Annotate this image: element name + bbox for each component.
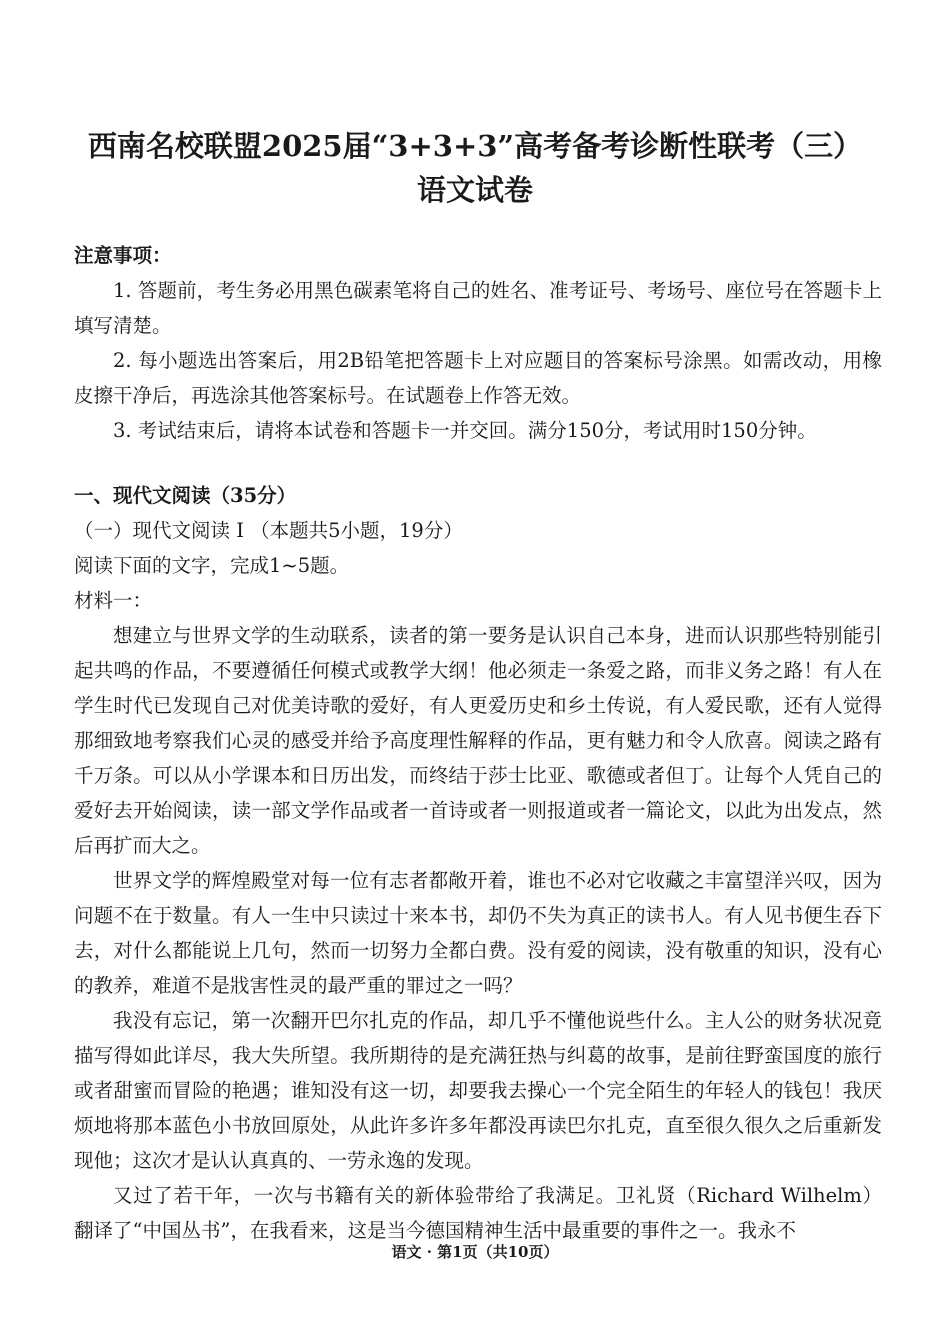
exam-subject-title: 语文试卷 [416, 173, 533, 207]
passage-paragraph-1: 想建立与世界文学的生动联系，读者的第一要务是认识自己本身，进而认识那些特别能引起共鸣的作品，不要遵循任何模式或教学大纲！他必须走一条爱之路，而非义务之路！有人在学生时代已发现自己对优美诗歌的爱好，有人更爱历史和乡土传说，有人爱民歌，还有人觉得那细致地考察我们心灵的感受并给予高度理性解释的作品，更有魅力和令人欣喜。阅读之路有千万条。可以从小学课本和日历出发，而终结于莎士比亚、歌德或者但丁。让每个人凭自己的爱好去开始阅读，读一部文学作品或者一首诗或者一则报道或者一篇论文，以此为出发点，然后再扩而大之。 [74, 624, 882, 857]
page-footer: 语文 · 第1页（共10页） [391, 1243, 559, 1261]
subsection-heading: （一）现代文阅读 I （本题共5小题，19分） [74, 519, 463, 542]
passage-paragraph-4: 又过了若干年，一次与书籍有关的新体验带给了我满足。卫礼贤（Richard Wilhelm）翻译了“中国丛书”，在我看来，这是当今德国精神生活中最重要的事件之一。我永不 [74, 1184, 882, 1242]
passage-paragraph-2: 世界文学的辉煌殿堂对每一位有志者都敞开着，谁也不必对它收藏之丰富望洋兴叹，因为问题不在于数量。有人一生中只读过十来本书，却仍不失为真正的读书人。有人见书便生吞下去，对什么都能说上几句，然而一切努力全都白费。没有爱的阅读，没有敬重的知识，没有心的教养，难道不是戕害性灵的最严重的罪过之一吗？ [74, 869, 882, 997]
reading-instruction: 阅读下面的文字，完成1~5题。 [74, 554, 350, 577]
notice-item-2: 2. 每小题选出答案后，用2B铅笔把答题卡上对应题目的答案标号涂黑。如需改动，用橡皮擦干净后，再选涂其他答案标号。在试题卷上作答无效。 [74, 349, 882, 407]
section-heading: 一、现代文阅读（35分） [74, 484, 297, 507]
exam-title: 西南名校联盟2025届“3+3+3”高考备考诊断性联考（三） [87, 129, 863, 163]
notice-item-3: 3. 考试结束后，请将本试卷和答题卡一并交回。满分150分，考试用时150分钟。 [113, 419, 817, 442]
notice-item-1: 1. 答题前，考生务必用黑色碳素笔将自己的姓名、准考证号、考场号、座位号在答题卡上填写清楚。 [74, 279, 882, 337]
passage-paragraph-3: 我没有忘记，第一次翻开巴尔扎克的作品，却几乎不懂他说些什么。主人公的财务状况竟描写得如此详尽，我大失所望。我所期待的是充满狂热与纠葛的故事，是前往野蛮国度的旅行或者甜蜜而冒险的艳遇；谁知没有这一切，却要我去操心一个完全陌生的年轻人的钱包！我厌烦地将那本蓝色小书放回原处，从此许多许多年都没再读巴尔扎克，直至很久很久之后重新发现他；这次才是认认真真的、一劳永逸的发现。 [74, 1009, 882, 1172]
material-label: 材料一： [74, 589, 153, 612]
notice-heading: 注意事项： [74, 244, 172, 267]
